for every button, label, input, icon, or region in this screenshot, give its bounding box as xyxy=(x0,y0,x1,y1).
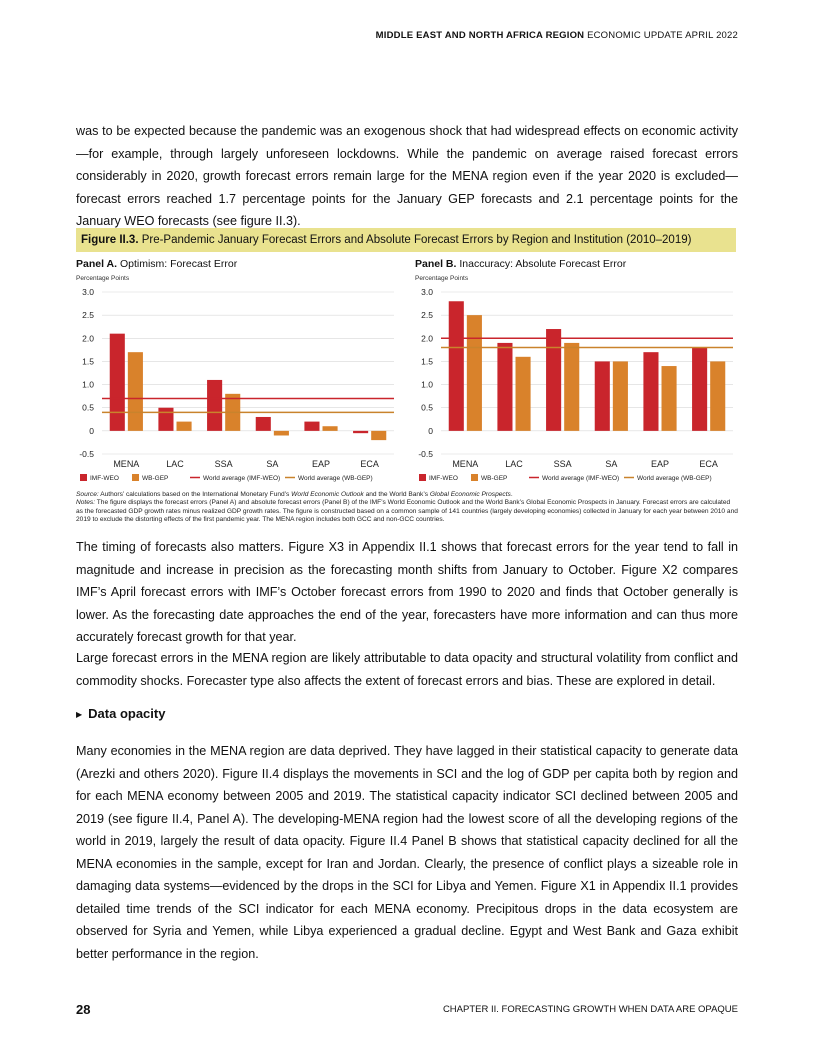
legend-swatch xyxy=(132,474,139,481)
bar-wb-gep-sa xyxy=(274,431,289,436)
notes-text xyxy=(76,499,738,524)
legend-label: WB-GEP xyxy=(481,475,508,482)
bar-wb-gep-eca xyxy=(371,431,386,440)
bar-wb-gep-sa xyxy=(613,361,628,430)
paragraph-2: The timing of forecasts also matters. Figure X3 in Appendix II.1 shows that forecast errors for the year tend to fall in magnitude and increase in precision as the forecasting month shifts from January to October. Figure X2 compares IMF’s April forecast errors with IMF’s October forecast errors from 1990 to 2020 and finds that October generally is lower. As the forecasting date approaches the end of the year, forecasters have more information and can thus more accurately forecast growth for that year. xyxy=(76,540,738,644)
bar-imf-weo-sa xyxy=(256,417,271,431)
paragraph-3: Large forecast errors in the MENA region are likely attributable to data opacity and structural volatility from conflict and commodity shocks. Forecaster type also affects the extent of forecast errors and bias. These are explored in detail. xyxy=(76,651,738,688)
x-tick-label: MENA xyxy=(452,459,479,469)
bar-wb-gep-mena xyxy=(467,315,482,431)
y-tick-label: 0.5 xyxy=(82,402,94,413)
x-tick-label: SA xyxy=(605,459,618,469)
y-tick-label: 1.5 xyxy=(82,356,94,367)
legend-swatch xyxy=(80,474,87,481)
x-tick-label: SA xyxy=(266,459,279,469)
panel-b-title xyxy=(415,258,626,270)
bar-imf-weo-ssa xyxy=(207,380,222,431)
bar-imf-weo-ssa xyxy=(546,329,561,431)
figure-caption: Pre-Pandemic January Forecast Errors and Absolute Forecast Errors by Region and Institution (2010–2019) xyxy=(138,234,692,246)
bar-imf-weo-eca xyxy=(353,431,368,433)
triangle-bullet-icon: ▶ xyxy=(76,710,83,719)
footer-chapter: CHAPTER II. FORECASTING GROWTH WHEN DATA ARE OPAQUE xyxy=(442,1004,738,1015)
bar-wb-gep-mena xyxy=(128,352,143,431)
y-tick-label: 1.5 xyxy=(421,356,433,367)
page-number: 28 xyxy=(76,1002,91,1017)
panel-a-unit: Percentage Points xyxy=(76,275,130,282)
figure-notes xyxy=(76,491,738,525)
y-tick-label: -0.5 xyxy=(418,449,433,459)
x-tick-label: ECA xyxy=(699,459,718,469)
bar-wb-gep-eap xyxy=(662,366,677,431)
legend-label: IMF-WEO xyxy=(429,475,458,482)
x-tick-label: LAC xyxy=(505,459,523,469)
bar-imf-weo-lac xyxy=(497,343,512,431)
source-text-3: . xyxy=(510,491,513,498)
bar-wb-gep-lac xyxy=(516,357,531,431)
bar-wb-gep-ssa xyxy=(564,343,579,431)
bar-imf-weo-lac xyxy=(158,408,173,431)
panel-a-label: Panel A. xyxy=(76,258,118,270)
source-text-2: and the World Bank’s xyxy=(363,491,430,498)
y-tick-label: 2.0 xyxy=(421,333,433,344)
panel-b-caption: Inaccuracy: Absolute Forecast Error xyxy=(456,258,627,270)
y-tick-label: -0.5 xyxy=(79,449,94,459)
y-tick-label: 1.0 xyxy=(82,379,94,390)
legend-label: IMF-WEO xyxy=(90,475,119,482)
panel-a-title xyxy=(76,258,237,270)
source-text-1: Authors’ calculations based on the International Monetary Fund’s xyxy=(98,491,292,498)
section-heading-text: Data opacity xyxy=(88,706,166,721)
section-heading xyxy=(76,706,165,721)
bar-wb-gep-eap xyxy=(323,426,338,431)
source-note xyxy=(76,491,738,499)
legend-label: World average (WB-GEP) xyxy=(637,475,712,482)
header-region: MIDDLE EAST AND NORTH AFRICA REGION xyxy=(375,30,585,41)
bar-wb-gep-lac xyxy=(177,422,192,431)
panel-a-caption: Optimism: Forecast Error xyxy=(117,258,238,270)
x-tick-label: SSA xyxy=(214,459,233,469)
bar-wb-gep-eca xyxy=(710,361,725,430)
y-tick-label: 0 xyxy=(89,425,94,436)
source-label: Source: xyxy=(76,491,99,498)
x-tick-label: MENA xyxy=(113,459,140,469)
notes-label: Notes: xyxy=(76,499,96,507)
legend-swatch xyxy=(471,474,478,481)
figure-label: Figure II.3. xyxy=(81,234,139,246)
bar-imf-weo-mena xyxy=(110,334,125,431)
y-tick-label: 0 xyxy=(428,425,433,436)
legend-label: World average (IMF-WEO) xyxy=(542,475,620,482)
source-gep: Global Economic Prospects xyxy=(429,491,511,498)
bar-imf-weo-eap xyxy=(643,352,658,431)
y-tick-label: 3.0 xyxy=(421,287,433,297)
x-tick-label: SSA xyxy=(553,459,572,469)
legend-label: WB-GEP xyxy=(142,475,169,482)
panel-b-chart xyxy=(415,282,745,482)
panel-b-unit: Percentage Points xyxy=(415,275,469,282)
legend-swatch xyxy=(419,474,426,481)
legend-label: World average (WB-GEP) xyxy=(298,475,373,482)
panel-a-chart xyxy=(76,282,406,482)
y-tick-label: 0.5 xyxy=(421,402,433,413)
y-tick-label: 1.0 xyxy=(421,379,433,390)
notes-body: The figure displays the forecast errors (Panel A) and absolute forecast errors (Panel B) of the IMF’s World Economic Outlook and the World Bank’s Global Economic Prospects in January. Forecast errors are calculated as the forecasted GDP growth rates minus realized GDP growth rates. The figure is constructed based on a common sample of 141 countries (largely developing economies) collected in January for each year between 2010 and 2019 to exclude the distorting effects of the first pandemic year. The MENA region includes both GCC and non-GCC countries. xyxy=(76,499,738,524)
panel-b-label: Panel B. xyxy=(415,258,457,270)
header-title: ECONOMIC UPDATE APRIL 2022 xyxy=(584,30,738,41)
figure-title xyxy=(76,228,736,252)
source-weo: World Economic Outlook xyxy=(291,491,364,498)
y-tick-label: 2.0 xyxy=(82,333,94,344)
bar-imf-weo-eap xyxy=(304,422,319,431)
paragraph-1: was to be expected because the pandemic was an exogenous shock that had widespread effects on economic activity—for example, through largely unforeseen lockdowns. While the pandemic on average raised forecast errors considerably in 2020, growth forecast errors remain large for the MENA region even if the year 2020 is excluded—forecast errors reached 1.7 percentage points for the January GEP forecasts and 2.1 percentage points for the January WEO forecasts (see figure II.3). xyxy=(76,124,738,228)
y-tick-label: 2.5 xyxy=(82,310,94,321)
bar-imf-weo-eca xyxy=(692,348,707,431)
x-tick-label: LAC xyxy=(166,459,184,469)
x-tick-label: EAP xyxy=(311,459,331,469)
bar-imf-weo-mena xyxy=(449,301,464,431)
y-tick-label: 3.0 xyxy=(82,287,94,297)
x-tick-label: EAP xyxy=(650,459,670,469)
paragraph-4: Many economies in the MENA region are data deprived. They have lagged in their statistical capacity to generate data (Arezki and others 2020). Figure II.4 displays the movements in SCI and the log of GDP per capita both by region and for each MENA economy between 2005 and 2019. The statistical capacity indicator SCI declined between 2005 and 2019 (see figure II.4, Panel A). The developing-MENA region had the lowest score of all the developing regions of the world in 2019, largely the result of data opacity. Figure II.4 Panel B shows that statistical capacity declined for all the MENA economies in the sample, except for Iran and Jordan. Clearly, the presence of conflict plays a sizeable role in damaging data systems—evidenced by the drops in the SCI for Libya and Yemen. Figure X1 in Appendix II.1 provides detailed time trends of the SCI indicator for each MENA economy. Precipitous drops in the data ecosystem are observed for Syria and Yemen, while Libya experienced a gradual decline. Egypt and West Bank and Gaza exhibit better performance in the region. xyxy=(76,744,738,961)
y-tick-label: 2.5 xyxy=(421,310,433,321)
legend-label: World average (IMF-WEO) xyxy=(203,475,281,482)
bar-imf-weo-sa xyxy=(595,361,610,430)
x-tick-label: ECA xyxy=(360,459,379,469)
running-header xyxy=(376,30,738,41)
